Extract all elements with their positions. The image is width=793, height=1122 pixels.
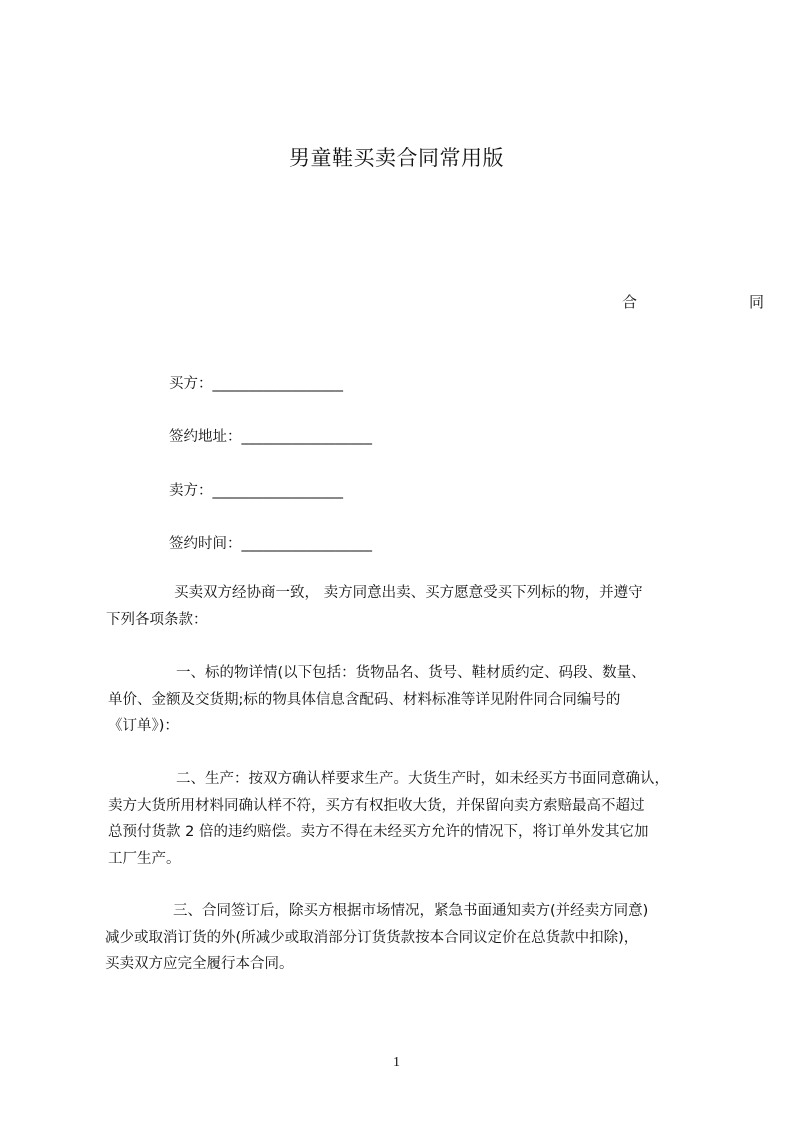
- clause-three-paragraph: [105, 898, 648, 978]
- seller-label: 卖方：: [169, 483, 213, 499]
- clause-two-paragraph: [108, 766, 669, 872]
- heading-char-tong: 同: [749, 293, 765, 311]
- buyer-label: 买方：: [169, 376, 213, 392]
- intro-line: 下列各项条款：: [106, 611, 208, 628]
- signing-time-label: 签约时间：: [169, 536, 242, 552]
- clause-three-line: 买卖双方应完全履行本合同。: [105, 956, 294, 972]
- clause-one-paragraph: [108, 660, 646, 740]
- signing-place-label: 签约地址：: [169, 429, 242, 445]
- clause-three-line: 减少或取消订货的外(所减少或取消部分订货货款按本合同议定价在总货款中扣除)，: [105, 929, 639, 946]
- clause-two-line: 卖方大货所用材料同确认样不符，买方有权拒收大货，并保留向卖方索赔最高不超过: [108, 797, 645, 814]
- clause-two-line: 二、生产：按双方确认样要求生产。大货生产时，如未经买方书面同意确认，: [176, 771, 669, 787]
- intro-paragraph: [106, 580, 643, 633]
- seller-blank: __________________: [212, 483, 343, 499]
- clause-one-line: 《订单》)：: [108, 718, 179, 734]
- seller-field: [169, 479, 343, 500]
- buyer-field: [169, 372, 343, 393]
- heading-char-he: 合: [622, 293, 638, 311]
- signing-place-blank: __________________: [241, 429, 372, 445]
- clause-one-line: 单价、金额及交货期;标的物具体信息含配码、材料标准等详见附件同合同编号的: [108, 691, 621, 708]
- signing-time-field: [169, 532, 372, 553]
- document-title: 男童鞋买卖合同常用版: [289, 146, 504, 170]
- page-number: 1: [393, 1055, 400, 1070]
- signing-time-blank: __________________: [241, 536, 372, 552]
- clause-three-line: 三、合同签订后，除买方根据市场情况，紧急书面通知卖方(并经卖方同意): [173, 903, 649, 919]
- buyer-blank: __________________: [212, 376, 343, 392]
- signing-place-field: [169, 425, 372, 446]
- clause-one-line: 一、标的物详情(以下包括：货物品名、货号、鞋材质约定、码段、数量、: [176, 665, 646, 681]
- clause-two-line: 工厂生产。: [108, 850, 181, 867]
- clause-two-line: 总预付货款 2 倍的违约赔偿。卖方不得在未经买方允许的情况下，将订单外发其它加: [108, 824, 649, 840]
- intro-line: 买卖双方经协商一致， 卖方同意出卖、买方愿意受买下列标的物，并遵守: [174, 585, 643, 601]
